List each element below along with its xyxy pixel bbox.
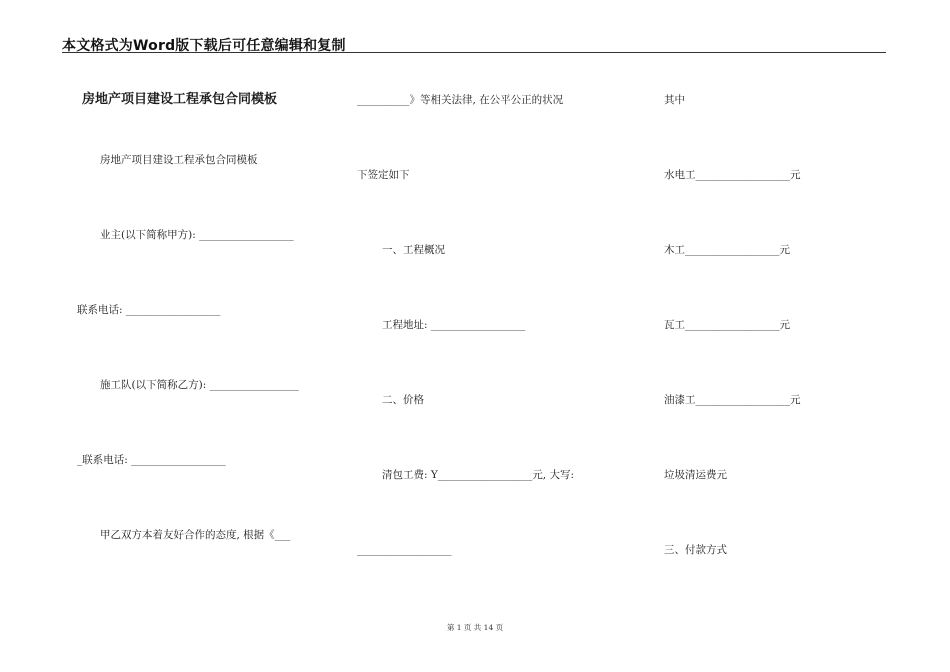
project-address-line: 工程地址: __________________: [382, 319, 526, 331]
painter-fee-line: 油漆工__________________元: [664, 394, 801, 406]
blank-line: __________________: [357, 544, 452, 556]
owner-phone-line: 联系电话: __________________: [77, 304, 221, 316]
page-number: 第 1 页 共 14 页: [446, 623, 504, 632]
document-title: 房地产项目建设工程承包合同模板: [82, 92, 278, 107]
header-divider: [62, 52, 886, 53]
tiler-fee-line: 瓦工__________________元: [664, 319, 790, 331]
team-line: 施工队(以下简称乙方): _________________: [100, 379, 299, 391]
section-1-heading: 一、工程概况: [382, 244, 445, 256]
document-subtitle: 房地产项目建设工程承包合同模板: [100, 154, 258, 166]
law-continuation-line: __________》等相关法律, 在公平公正的状况: [357, 94, 564, 106]
section-2-heading: 二、价格: [382, 394, 424, 406]
agreement-line: 下签定如下: [357, 169, 410, 181]
owner-line: 业主(以下简称甲方): __________________: [100, 229, 294, 241]
plumber-fee-line: 水电工__________________元: [664, 169, 801, 181]
team-phone-line: _联系电话: __________________: [77, 454, 226, 466]
waste-removal-line: 垃圾清运费元: [664, 469, 727, 481]
section-3-heading: 三、付款方式: [664, 544, 727, 556]
labor-fee-line: 清包工费: Y__________________元, 大写:: [382, 469, 575, 481]
among-line: 其中: [664, 94, 685, 106]
carpenter-fee-line: 木工__________________元: [664, 244, 790, 256]
document-header-title: 本文格式为Word版下载后可任意编辑和复制: [62, 38, 346, 54]
intro-line: 甲乙双方本着友好合作的态度, 根据《___: [100, 529, 291, 541]
